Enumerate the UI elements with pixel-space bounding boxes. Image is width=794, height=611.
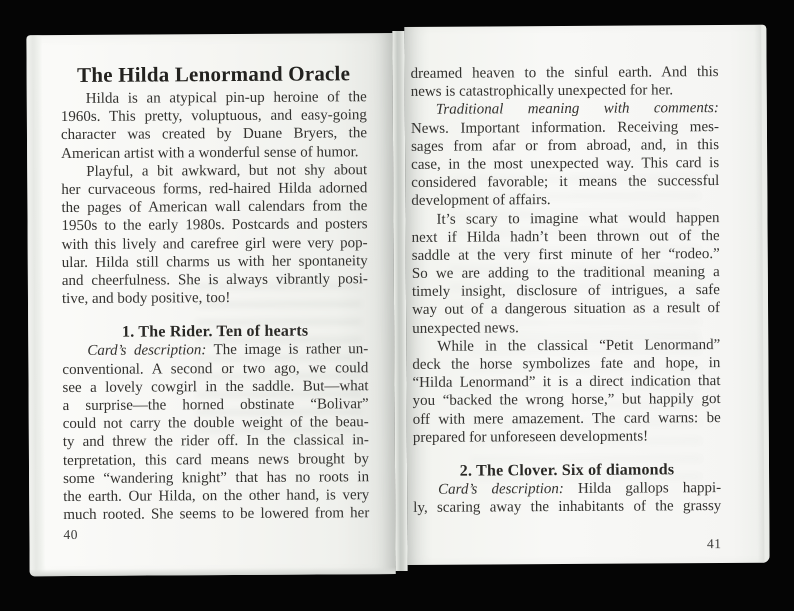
text-line: dreamed heaven to the sinful earth. And this <box>410 64 719 82</box>
text-line: terpretation, this card means news brought by <box>62 450 370 469</box>
text-line: While in the classical “Petit Lenormand” <box>437 336 721 355</box>
text-line: conventional. A second or two ago, we could <box>62 359 369 378</box>
text-line: you “backed the wrong horse,” but happily got <box>412 391 721 410</box>
text-line: news is catastrophically unexpected for her. <box>410 82 674 101</box>
text-line: next if Hilda hadn’t been thrown out of the <box>411 227 720 246</box>
book-page-right <box>404 25 769 565</box>
text-line: her curvaceous forms, red-haired Hilda adorned <box>61 180 368 198</box>
paragraph <box>413 479 721 517</box>
text-line: American artist with a wonderful sense of humor. <box>61 143 359 162</box>
paragraph <box>61 88 367 163</box>
text-line: 1950s to the early 1980s. Postcards and posters <box>61 216 368 235</box>
text-line: a surprise—the horned obstinate “Bolivar” <box>62 396 369 415</box>
text-line: prepared for unforeseen developments! <box>412 428 649 446</box>
text-line: ty and threw the rider off. In the classical in- <box>62 432 369 451</box>
text-line: “Hilda Lenormand” it is a direct indication that <box>412 373 721 392</box>
text-line: with this lively and carefree girl were very pop- <box>61 234 368 253</box>
book-page-left <box>26 33 395 576</box>
paragraph <box>412 336 721 447</box>
text-line: ular. Hilda still charms us with her spontaneity <box>61 252 368 271</box>
text-line: unexpected news. <box>412 319 519 337</box>
paragraph <box>61 161 368 308</box>
page-content-left <box>61 60 370 524</box>
text-line: some “wandering knight” that has no roots in <box>63 468 370 487</box>
text-line: the earth. Our Hilda, on the other hand, is very <box>63 487 370 506</box>
text-line: see a lovely cowgirl in the saddle. But—what <box>62 378 369 396</box>
text-line: deck the horse symbolizes fate and hope, in <box>412 355 721 373</box>
page-number-left: 40 <box>63 526 78 543</box>
text-line: So we are adding to the traditional meaning a <box>411 264 720 282</box>
text-line: the pages of American wall calendars from the <box>61 198 368 217</box>
text-line: News. Important information. Receiving mes- <box>410 118 719 137</box>
text-line: Traditional meaning with comments: <box>435 100 719 119</box>
page-title: The Hilda Lenormand Oracle <box>77 61 351 87</box>
paragraph <box>62 341 369 525</box>
text-line: could not carry the double weight of the beau- <box>62 414 369 433</box>
text-line: It’s scary to imagine what would happen <box>436 209 720 228</box>
text-line: ly, scaring away the inhabitants of the grassy <box>413 498 722 517</box>
text-line: way out of a dangerous situation as a result of <box>412 300 721 319</box>
text-line: case, in the most unexpected way. This card is <box>411 154 720 173</box>
text-line: Card’s description: The image is rather un- <box>87 341 369 360</box>
text-line: considered favorable; it means the successful <box>411 173 720 192</box>
text-line: tive, and body positive, too! <box>61 290 231 308</box>
text-line: 1960s. This pretty, voluptuous, and easy-going <box>60 107 367 126</box>
section-heading: 2. The Clover. Six of diamonds <box>459 461 675 480</box>
page-number-right: 41 <box>706 536 722 552</box>
paragraph <box>411 209 720 338</box>
text-line: timely insight, disclosure of intrigues, a safe <box>411 282 720 301</box>
text-line: Hilda is an atypical pin-up heroine of the <box>85 89 367 107</box>
page-content-right <box>411 63 722 517</box>
text-line: Playful, a bit awkward, but not shy about <box>86 161 368 180</box>
text-line: and cheerfulness. She is always vibrantly posi- <box>61 271 368 289</box>
section-heading: 1. The Rider. Ten of hearts <box>121 322 309 341</box>
text-line: off with mere amazement. The card warns: be <box>412 409 721 428</box>
text-line: much rooted. She seems to be lowered from her <box>63 505 370 524</box>
text-line: development of affairs. <box>411 192 551 210</box>
text-line: sages from afar or from abroad, and, in this <box>411 136 720 155</box>
text-line: character was created by Duane Bryers, the <box>60 125 368 144</box>
open-book <box>26 25 769 580</box>
paragraph <box>411 99 720 210</box>
text-line: saddle at the very first minute of her “rodeo.” <box>411 245 720 264</box>
paragraph <box>411 63 719 101</box>
text-line: Card’s description: Hilda gallops happi- <box>438 480 722 498</box>
